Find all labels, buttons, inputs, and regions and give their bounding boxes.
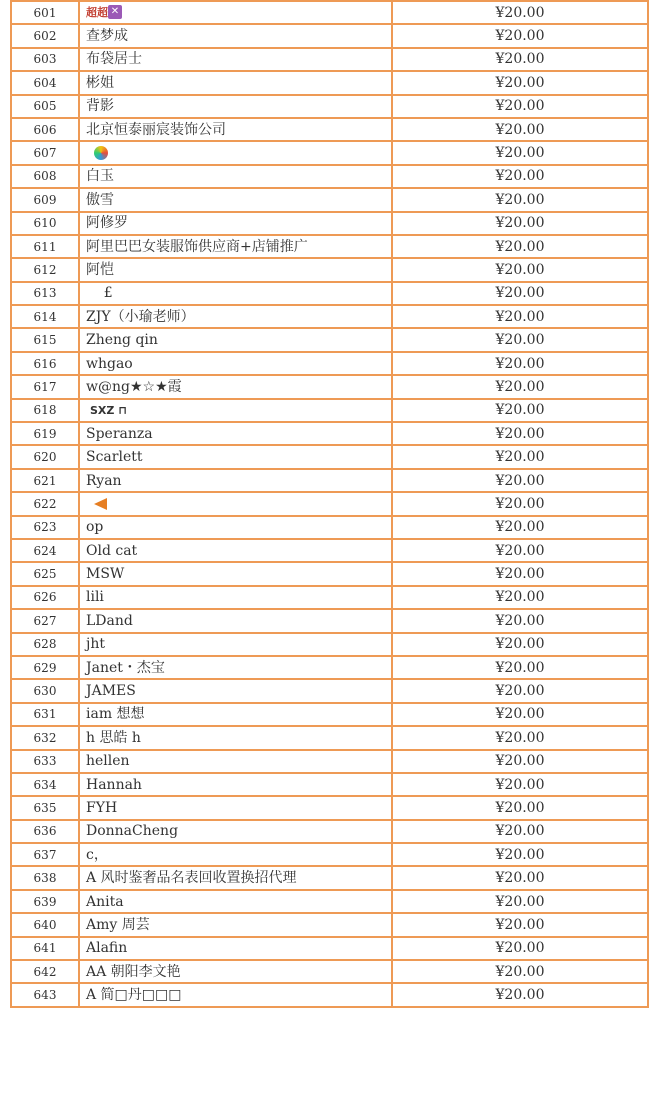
table-row — [11, 328, 648, 351]
donor-name-text: lili — [86, 589, 104, 606]
donor-name — [79, 586, 392, 609]
donor-name — [79, 1, 392, 24]
donor-name — [79, 890, 392, 913]
donor-name — [79, 913, 392, 936]
row-number: 626 — [11, 586, 79, 609]
row-number: 609 — [11, 188, 79, 211]
row-number: 604 — [11, 71, 79, 94]
donor-name-text: Janet・杰宝 — [86, 659, 165, 676]
row-number: 621 — [11, 469, 79, 492]
table-row — [11, 188, 648, 211]
donation-amount: ¥20.00 — [392, 375, 648, 398]
donor-name-text: LDand — [86, 612, 133, 629]
donor-name-text: 阿修罗 — [86, 215, 128, 232]
cross-emoji-icon: ✕ — [108, 5, 122, 19]
donor-name — [79, 539, 392, 562]
donation-amount: ¥20.00 — [392, 750, 648, 773]
donor-name — [79, 445, 392, 468]
row-number: 638 — [11, 866, 79, 889]
donor-name-text: £ — [86, 285, 113, 302]
donation-amount: ¥20.00 — [392, 820, 648, 843]
donor-name — [79, 48, 392, 71]
donation-amount: ¥20.00 — [392, 305, 648, 328]
row-number: 631 — [11, 703, 79, 726]
donation-amount: ¥20.00 — [392, 703, 648, 726]
donor-name — [79, 937, 392, 960]
table-row — [11, 212, 648, 235]
table-row — [11, 282, 648, 305]
table-row — [11, 937, 648, 960]
table-row — [11, 913, 648, 936]
donor-name-text: Ryan — [86, 472, 122, 489]
row-number: 630 — [11, 679, 79, 702]
donor-name — [79, 983, 392, 1006]
donor-name-text: 背影 — [86, 98, 114, 115]
row-number: 619 — [11, 422, 79, 445]
table-row — [11, 445, 648, 468]
donor-name — [79, 796, 392, 819]
donation-amount: ¥20.00 — [392, 188, 648, 211]
donor-name — [79, 71, 392, 94]
donor-name-text: Hannah — [86, 776, 142, 793]
donor-name-text: Speranza — [86, 425, 153, 442]
donor-name — [79, 679, 392, 702]
table-row — [11, 492, 648, 515]
donor-name-text: 布袋居士 — [86, 51, 142, 68]
donation-amount: ¥20.00 — [392, 95, 648, 118]
table-row — [11, 118, 648, 141]
donor-table — [10, 0, 649, 1008]
donor-name-text: w@ng★☆★霞 — [86, 378, 182, 395]
donation-amount: ¥20.00 — [392, 633, 648, 656]
donation-amount: ¥20.00 — [392, 24, 648, 47]
donor-name-text: MSW — [86, 566, 125, 583]
donor-name-text: Scarlett — [86, 449, 143, 466]
table-row — [11, 983, 648, 1006]
row-number: 608 — [11, 165, 79, 188]
donor-name — [79, 703, 392, 726]
row-number: 618 — [11, 399, 79, 422]
table-row — [11, 679, 648, 702]
donor-name — [79, 165, 392, 188]
row-number: 602 — [11, 24, 79, 47]
table-row — [11, 95, 648, 118]
donor-name — [79, 516, 392, 539]
row-number: 633 — [11, 750, 79, 773]
donor-name — [79, 656, 392, 679]
row-number: 622 — [11, 492, 79, 515]
donor-name-text: 彬姐 — [86, 74, 114, 91]
donation-amount: ¥20.00 — [392, 492, 648, 515]
table-row — [11, 235, 648, 258]
donor-name-text: 白玉 — [86, 168, 114, 185]
row-number: 601 — [11, 1, 79, 24]
row-number: 623 — [11, 516, 79, 539]
donor-table-container — [10, 0, 649, 1008]
donor-name-text: SXZ ⊓ — [90, 403, 127, 417]
donor-name-text: h 思皓 h — [86, 729, 141, 746]
donation-amount: ¥20.00 — [392, 866, 648, 889]
table-row — [11, 469, 648, 492]
donation-amount: ¥20.00 — [392, 118, 648, 141]
donation-amount: ¥20.00 — [392, 773, 648, 796]
row-number: 628 — [11, 633, 79, 656]
donation-amount: ¥20.00 — [392, 1, 648, 24]
table-row — [11, 866, 648, 889]
donor-name — [79, 212, 392, 235]
donor-name — [79, 235, 392, 258]
donation-amount: ¥20.00 — [392, 539, 648, 562]
donation-amount: ¥20.00 — [392, 913, 648, 936]
donor-name — [79, 750, 392, 773]
donor-name — [79, 305, 392, 328]
donation-amount: ¥20.00 — [392, 212, 648, 235]
donation-amount: ¥20.00 — [392, 890, 648, 913]
donor-name — [79, 960, 392, 983]
donor-name — [79, 609, 392, 632]
row-number: 616 — [11, 352, 79, 375]
donor-name — [79, 375, 392, 398]
row-number: 634 — [11, 773, 79, 796]
donation-amount: ¥20.00 — [392, 422, 648, 445]
table-row — [11, 773, 648, 796]
donor-name — [79, 866, 392, 889]
donor-name-text: Old cat — [86, 542, 138, 559]
row-number: 617 — [11, 375, 79, 398]
row-number: 625 — [11, 562, 79, 585]
donation-amount: ¥20.00 — [392, 235, 648, 258]
donation-amount: ¥20.00 — [392, 258, 648, 281]
donor-name — [79, 328, 392, 351]
donation-amount: ¥20.00 — [392, 562, 648, 585]
table-row — [11, 1, 648, 24]
donor-name — [79, 469, 392, 492]
donor-name — [79, 773, 392, 796]
donation-amount: ¥20.00 — [392, 516, 648, 539]
donor-name — [79, 352, 392, 375]
donation-amount: ¥20.00 — [392, 796, 648, 819]
row-number: 611 — [11, 235, 79, 258]
table-row — [11, 399, 648, 422]
donor-name-text: c， — [86, 846, 108, 863]
donor-name — [79, 726, 392, 749]
table-row — [11, 750, 648, 773]
donor-table-body — [11, 1, 648, 1007]
table-row — [11, 539, 648, 562]
donor-name — [79, 843, 392, 866]
donation-amount: ¥20.00 — [392, 469, 648, 492]
lollipop-icon — [94, 146, 108, 160]
donation-amount: ¥20.00 — [392, 165, 648, 188]
table-row — [11, 258, 648, 281]
table-row — [11, 633, 648, 656]
donation-amount: ¥20.00 — [392, 679, 648, 702]
donor-name-text: jht — [86, 636, 105, 653]
table-row — [11, 820, 648, 843]
row-number: 612 — [11, 258, 79, 281]
table-row — [11, 656, 648, 679]
donor-name-text: A 简□丹□□□ — [86, 987, 182, 1004]
donor-name-text: DonnaCheng — [86, 823, 179, 840]
row-number: 605 — [11, 95, 79, 118]
donor-name-text: 北京恒泰丽宸装饰公司 — [86, 121, 226, 138]
donation-amount: ¥20.00 — [392, 399, 648, 422]
donor-name — [79, 24, 392, 47]
donor-name-text: ZJY（小瑜老师） — [86, 308, 195, 325]
donor-name-text: op — [86, 519, 104, 536]
pizza-icon — [94, 498, 107, 510]
donation-amount: ¥20.00 — [392, 352, 648, 375]
table-row — [11, 48, 648, 71]
donation-amount: ¥20.00 — [392, 656, 648, 679]
donor-name — [79, 282, 392, 305]
donor-name — [79, 95, 392, 118]
donation-amount: ¥20.00 — [392, 843, 648, 866]
donation-amount: ¥20.00 — [392, 726, 648, 749]
donor-name-text: AA 朝阳李文艳 — [86, 963, 181, 980]
donor-name — [79, 118, 392, 141]
donor-name-text: 阿恺 — [86, 261, 114, 278]
row-number: 627 — [11, 609, 79, 632]
table-row — [11, 960, 648, 983]
row-number: 632 — [11, 726, 79, 749]
donation-amount: ¥20.00 — [392, 937, 648, 960]
donation-amount: ¥20.00 — [392, 445, 648, 468]
row-number: 643 — [11, 983, 79, 1006]
row-number: 637 — [11, 843, 79, 866]
donor-name — [79, 141, 392, 164]
table-row — [11, 422, 648, 445]
table-row — [11, 71, 648, 94]
donor-name-text: 查梦成 — [86, 28, 128, 45]
table-row — [11, 516, 648, 539]
donor-name-text: A 风时鉴奢品名表回收置换招代理 — [86, 870, 297, 887]
table-row — [11, 843, 648, 866]
table-row — [11, 375, 648, 398]
donor-name — [79, 188, 392, 211]
row-number: 606 — [11, 118, 79, 141]
donor-name — [79, 820, 392, 843]
donation-amount: ¥20.00 — [392, 960, 648, 983]
table-row — [11, 796, 648, 819]
donor-name — [79, 422, 392, 445]
donor-name-text: 超超 — [86, 6, 108, 20]
donation-amount: ¥20.00 — [392, 609, 648, 632]
donor-name-text: 傲雪 — [86, 191, 114, 208]
donor-name-text: JAMES — [86, 683, 136, 700]
donor-name-text: Alafin — [86, 940, 128, 957]
table-row — [11, 890, 648, 913]
table-row — [11, 305, 648, 328]
row-number: 640 — [11, 913, 79, 936]
donor-name-text: Anita — [86, 893, 124, 910]
donor-name-text: FYH — [86, 799, 118, 816]
donor-name — [79, 258, 392, 281]
donor-name-text: iam 想想 — [86, 706, 145, 723]
row-number: 607 — [11, 141, 79, 164]
table-row — [11, 352, 648, 375]
donor-name — [79, 562, 392, 585]
donation-amount: ¥20.00 — [392, 983, 648, 1006]
table-row — [11, 703, 648, 726]
table-row — [11, 609, 648, 632]
row-number: 620 — [11, 445, 79, 468]
donation-amount: ¥20.00 — [392, 586, 648, 609]
table-row — [11, 165, 648, 188]
row-number: 603 — [11, 48, 79, 71]
donor-name-text: Zheng qin — [86, 332, 158, 349]
table-row — [11, 586, 648, 609]
donor-name-text: hellen — [86, 753, 130, 770]
donor-name — [79, 633, 392, 656]
donor-name-text: 阿里巴巴女装服饰供应商+店铺推广 — [86, 238, 308, 255]
row-number: 635 — [11, 796, 79, 819]
donor-name — [79, 399, 392, 422]
table-row — [11, 141, 648, 164]
row-number: 641 — [11, 937, 79, 960]
donation-amount: ¥20.00 — [392, 328, 648, 351]
row-number: 610 — [11, 212, 79, 235]
row-number: 624 — [11, 539, 79, 562]
donor-name-text: Amy 周芸 — [86, 916, 150, 933]
row-number: 629 — [11, 656, 79, 679]
table-row — [11, 24, 648, 47]
row-number: 642 — [11, 960, 79, 983]
table-row — [11, 726, 648, 749]
table-row — [11, 562, 648, 585]
row-number: 636 — [11, 820, 79, 843]
donation-amount: ¥20.00 — [392, 48, 648, 71]
row-number: 614 — [11, 305, 79, 328]
donation-amount: ¥20.00 — [392, 282, 648, 305]
donor-name-text: whgao — [86, 355, 133, 372]
donation-amount: ¥20.00 — [392, 141, 648, 164]
donation-amount: ¥20.00 — [392, 71, 648, 94]
donor-name — [79, 492, 392, 515]
row-number: 613 — [11, 282, 79, 305]
row-number: 615 — [11, 328, 79, 351]
row-number: 639 — [11, 890, 79, 913]
